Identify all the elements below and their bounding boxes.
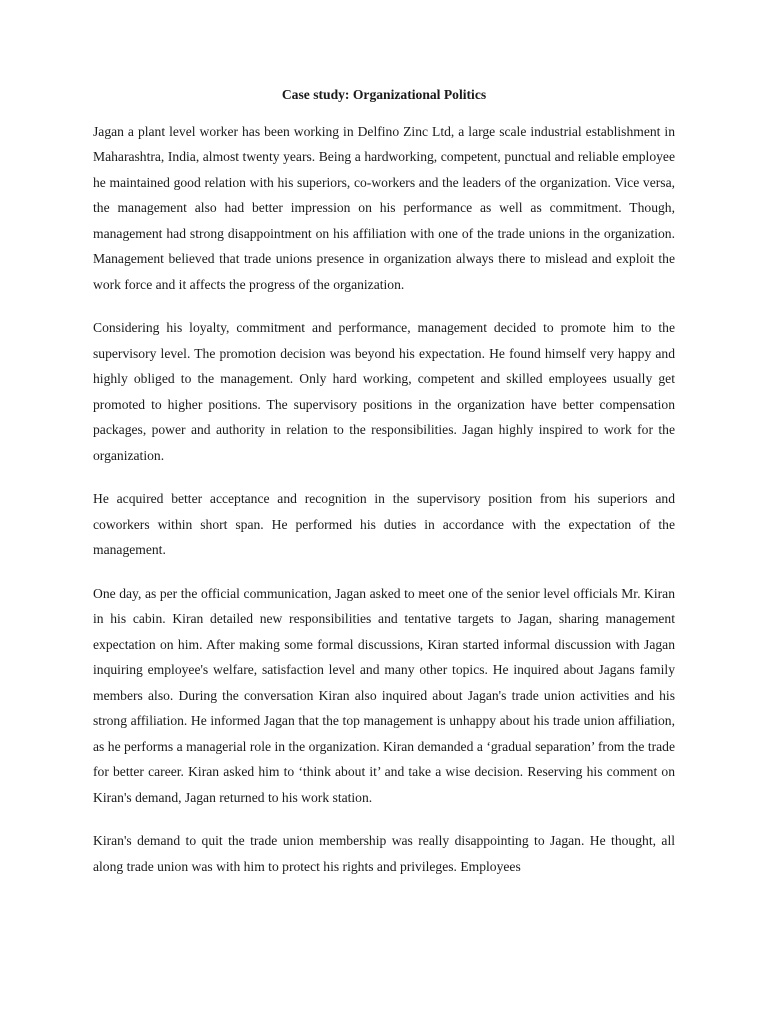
paragraph: He acquired better acceptance and recognition in the supervisory position from his superiors and coworkers within short span. He performed his duties in accordance with the expectation of the management. — [93, 491, 675, 557]
paragraph: Jagan a plant level worker has been working in Delfino Zinc Ltd, a large scale industrial establishment in Maharashtra, India, almost twenty years. Being a hardworking, competent, punctual and reliable employee he maintained good relation with his superiors, co-workers and the leaders of the organization. Vice versa, the management also had better impression on his performance as well as commitment. Though, management had strong disappointment on his affiliation with one of the trade unions in the organization. Management believed that trade unions presence in organization always there to mislead and exploit the work force and it affects the progress of the organization. — [93, 123, 675, 292]
paragraph: Considering his loyalty, commitment and performance, management decided to promote him to the supervisory level. The promotion decision was beyond his expectation. He found himself very happy and highly obliged to the management. Only hard working, competent and skilled employees usually get promoted to higher positions. The supervisory positions in the organization have better compensation packages, power and authority in relation to the responsibilities. Jagan highly inspired to work for the organization. — [93, 320, 675, 463]
paragraph: One day, as per the official communication, Jagan asked to meet one of the senior level officials Mr. Kiran in his cabin. Kiran detailed new responsibilities and tentative targets to Jagan, sharing management expectation on him. After making some formal discussions, Kiran started informal discussion with Jagan inquiring employee's welfare, satisfaction level and many other topics. He inquired about Jagans family members also. During the conversation Kiran also inquired about Jagan's trade union activities and his strong affiliation. He informed Jagan that the top management is unhappy about his trade union affiliation, as he performs a managerial role in the organization. Kiran demanded a ‘gradual separation’ from the trade for better career. Kiran asked him to ‘think about it’ and take a wise decision. Reserving his comment on Kiran's demand, Jagan returned to his work station. — [93, 585, 675, 805]
paragraph: Kiran's demand to quit the trade union membership was really disappointing to Jagan. He thought, all along trade union was with him to protect his rights and privileges. Employees — [93, 833, 675, 874]
document-title: Case study: Organizational Politics — [281, 87, 487, 102]
document-page — [93, 0, 675, 1024]
